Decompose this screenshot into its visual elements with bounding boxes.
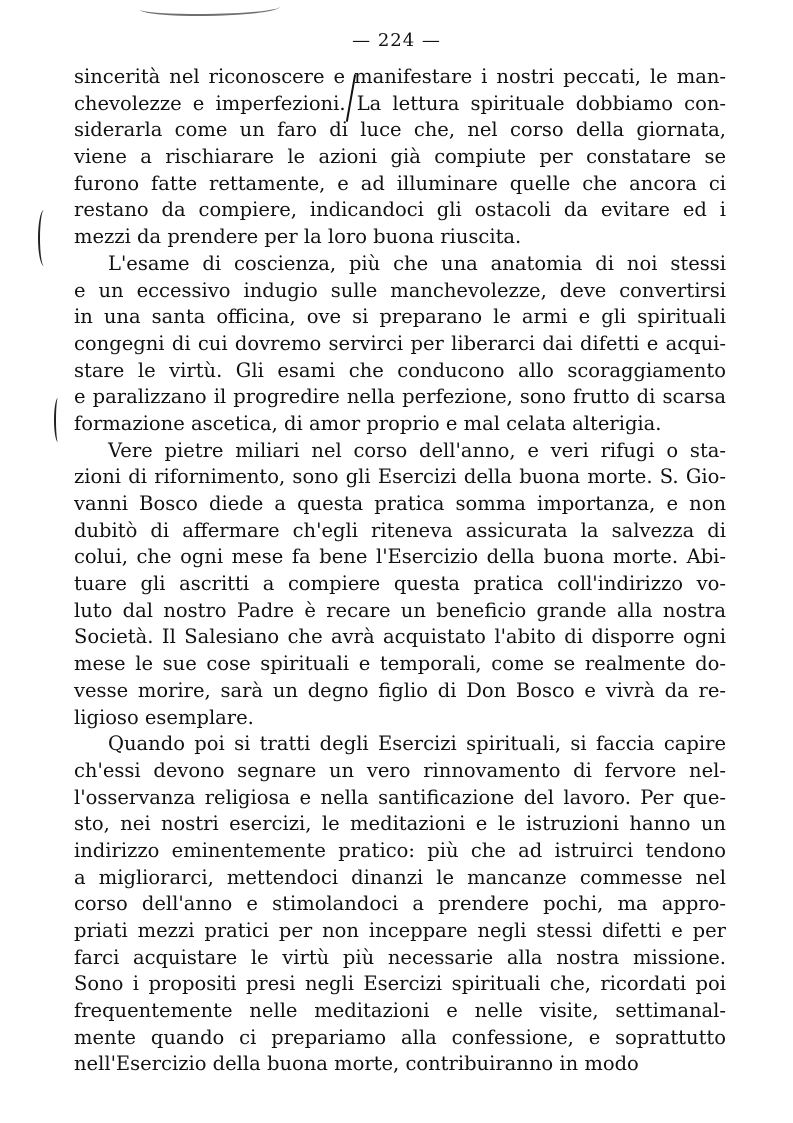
text-line: mente quando ci prepariamo alla confessione, e soprattutto [74,1025,726,1049]
text-line: farci acquistare le virtù più necessarie alla nostra missione. [74,945,726,969]
text-line: frequentemente nelle meditazioni e nelle visite, settimanal- [74,999,726,1023]
page-number: — 224 — [352,30,441,51]
text-line: chevolezze e imperfezioni. La lettura spirituale dobbiamo con- [74,91,726,115]
text-line: sincerità nel riconoscere e manifestare i nostri peccati, le man- [74,65,726,88]
text-line: tuare gli ascritti a compiere questa pratica coll'indirizzo vo- [74,572,726,596]
text-line: zioni di rifornimento, sono gli Esercizi della buona morte. S. Gio- [74,465,726,489]
margin-bracket-mark [38,210,50,266]
top-pen-scribble [140,0,280,16]
text-line: l'osservanza religiosa e nella santificazione del lavoro. Per que- [74,785,726,809]
text-line: sto, nei nostri esercizi, le meditazioni e le istruzioni hanno un [74,812,726,836]
text-line: e paralizzano il progredire nella perfezione, sono frutto di scarsa [74,385,726,409]
margin-bracket-mark-lower [54,398,62,442]
text-line: stare le virtù. Gli esami che conducono allo scoraggiamento [74,358,726,382]
text-line: Sono i propositi presi negli Esercizi spirituali che, ricordati poi [74,972,726,996]
text-line: indirizzo eminentemente pratico: più che ad istruirci tendono [74,838,726,862]
text-line: formazione ascetica, di amor proprio e mal celata alterigia. [74,411,662,435]
text-line: furono fatte rettamente, e ad illuminare quelle che ancora ci [74,171,726,195]
text-line: vanni Bosco diede a questa pratica somma importanza, e non [74,492,726,515]
text-line: a migliorarci, mettendoci dinanzi le mancanze commesse nel [74,865,726,889]
text-line: ligioso esemplare. [74,705,254,729]
text-line: mezzi da prendere per la loro buona riuscita. [74,225,522,249]
text-line: Società. Il Salesiano che avrà acquistato l'abito di disporre ogni [74,625,726,649]
text-line: Quando poi si tratti degli Esercizi spirituali, si faccia capire [108,732,726,756]
text-line: corso dell'anno e stimolandoci a prendere pochi, ma appro- [74,892,726,916]
paragraph [74,731,726,1078]
text-line: L'esame di coscienza, più che una anatomia di noi stessi [108,251,726,275]
text-line: Vere pietre miliari nel corso dell'anno, e veri rifugi o sta- [108,438,726,462]
paragraph [74,251,726,438]
text-line: mese le sue cose spirituali e temporali, come se realmente do- [74,652,726,676]
paragraph [74,438,726,732]
text-line: nell'Esercizio della buona morte, contribuiranno in modo [74,1052,639,1076]
text-line: ch'essi devono segnare un vero rinnovamento di fervore nel- [74,758,726,782]
text-line: priati mezzi pratici per non inceppare negli stessi difetti e per [74,919,726,942]
text-line: e un eccessivo indugio sulle manchevolezze, deve convertirsi [74,278,726,302]
text-line: dubitò di affermare ch'egli riteneva assicurata la salvezza di [74,518,726,542]
body-text [74,64,726,1078]
text-line: vesse morire, sarà un degno figlio di Don Bosco e vivrà da re- [74,678,726,702]
text-line: in una santa officina, ove si preparano le armi e gli spirituali [74,305,726,329]
text-line: congegni di cui dovremo servirci per liberarci dai difetti e acqui- [74,331,726,355]
text-line: colui, che ogni mese fa bene l'Esercizio della buona morte. Abi- [74,545,726,569]
text-line: luto dal nostro Padre è recare un beneficio grande alla nostra [74,598,726,622]
text-line: siderarla come un faro di luce che, nel corso della giornata, [74,118,726,142]
text-line: viene a rischiarare le azioni già compiute per constatare se [74,145,726,169]
text-line: restano da compiere, indicandoci gli ostacoli da evitare ed i [74,198,726,222]
paragraph [74,64,726,251]
